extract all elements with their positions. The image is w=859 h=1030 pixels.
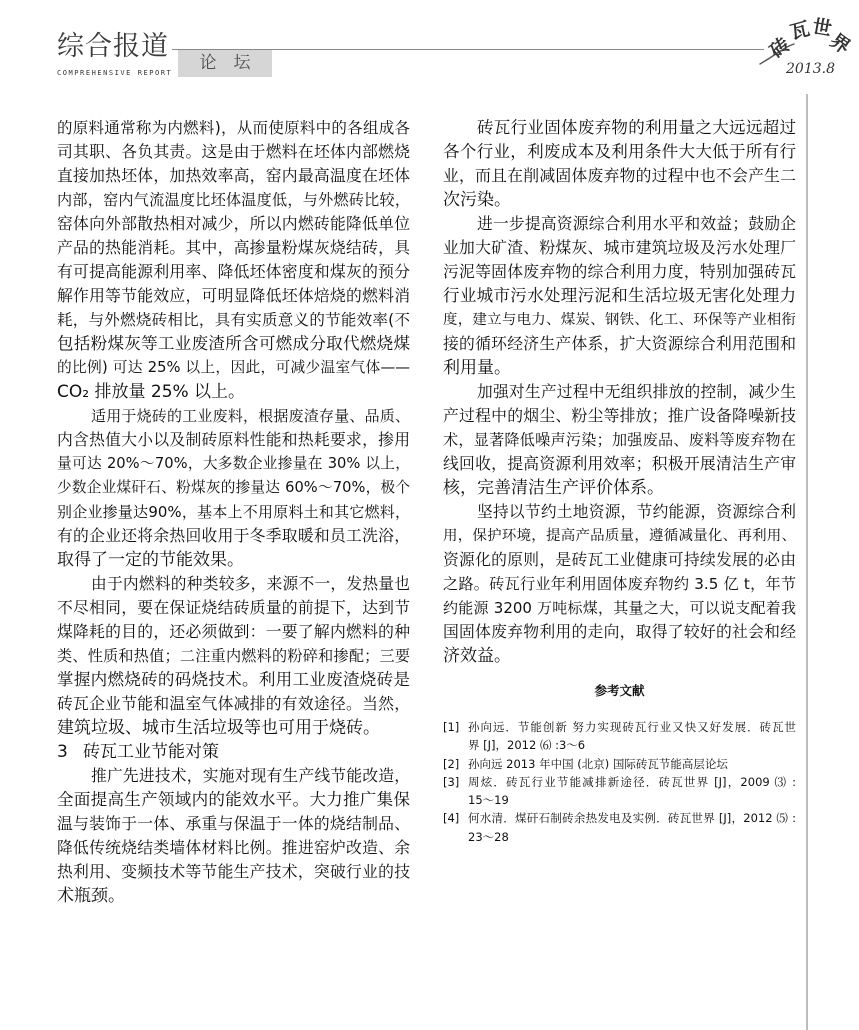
- text-line: 行业城市污水处理污泥和生活垃圾无害化处理力: [443, 286, 796, 305]
- text-line: 掌握内燃烧砖的码烧技术。利用工业废渣烧砖是: [57, 670, 410, 689]
- text-line: CO₂ 排放量 25% 以上。: [57, 382, 246, 402]
- reference-text: [468, 755, 796, 773]
- references-list: [443, 718, 796, 846]
- text-line: 耗，与外燃烧砖相比，具有实质意义的节能效率(不: [57, 311, 410, 329]
- text-line: 直接加热坯体，加热效率高，窑内最高温度在坯体: [57, 166, 410, 185]
- text-line: 热利用、变频技术等节能生产技术，突破行业的技: [57, 862, 410, 881]
- reference-line: 孙向远．节能创新 努力实现砖瓦行业又快又好发展．砖瓦世: [468, 720, 796, 734]
- text-line: 的比例) 可达 25% 以上，因此，可减少温室气体——: [57, 359, 410, 376]
- paragraph: [443, 500, 796, 668]
- text-line: 污泥等固体废弃物的综合利用力度，特别加强砖瓦: [443, 262, 796, 281]
- reference-item: [443, 755, 796, 773]
- text-line: 司其职、各负其责。这是由于燃料在坯体内部燃烧: [57, 142, 410, 161]
- text-line: 线回收，提高资源利用效率；积极开展清洁生产审: [443, 454, 796, 473]
- paragraph: [57, 572, 410, 740]
- text-line: 量可达 20%～70%，大多数企业掺量在 30% 以上，: [57, 455, 410, 472]
- text-line: 由于内燃料的种类较多，来源不一，发热量也: [91, 574, 410, 593]
- magazine-logo-char: 世: [810, 15, 834, 41]
- text-line: 加强对生产过程中无组织排放的控制，减少生: [477, 382, 796, 401]
- text-line: 包括粉煤灰等工业废渣所含可燃成分取代燃烧煤: [57, 334, 410, 353]
- section-heading: [57, 740, 410, 764]
- text-line: 各个行业，利废成本及利用条件大大低于所有行: [443, 142, 796, 161]
- reference-line: 何水清．煤矸石制砖余热发电及实例．砖瓦世界 [J]，2012 ⑸ :: [468, 811, 796, 826]
- text-line: 进一步提高资源综合利用水平和效益；鼓励企: [477, 214, 796, 233]
- text-line: 产品的热能消耗。其中，高掺量粉煤灰烧结砖，具: [57, 238, 410, 257]
- text-line: 之路。砖瓦行业年利用固体废弃物约 3.5 亿 t，年节: [443, 575, 796, 593]
- magazine-logo-char: 瓦: [787, 17, 813, 45]
- text-line: 少数企业煤矸石、粉煤灰的掺量达 60%～70%，极个: [57, 479, 410, 496]
- references-heading: 参考文献: [594, 683, 645, 698]
- text-line: 接的循环经济生产体系，扩大资源综合利用范围和: [443, 334, 796, 353]
- text-line: 降低传统烧结类墙体材料比例。推进窑炉改造、余: [57, 838, 410, 857]
- text-line: 利用量。: [443, 358, 511, 378]
- section-number: 3: [57, 742, 68, 762]
- text-line: 的原料通常称为内燃料)，从而使原料中的各组成各: [57, 119, 410, 137]
- text-line: 核，完善清洁生产评价体系。: [443, 478, 664, 498]
- text-line: 内含热值大小以及制砖原料性能和热耗要求，掺用: [57, 430, 410, 449]
- text-line: 全面提高生产领域内的能效水平。大力推广集保: [57, 790, 410, 809]
- text-line: 资源化的原则，是砖瓦工业健康可持续发展的必由: [443, 550, 796, 569]
- reference-line: 孙向远 2013 年中国 (北京) 国际砖瓦节能高层论坛: [468, 756, 728, 771]
- text-line: 推广先进技术，实施对现有生产线节能改造，: [91, 766, 410, 785]
- text-line: 解作用等节能效应，可明显降低坯体焙烧的燃料消: [57, 286, 410, 305]
- magazine-logo-char: 界: [825, 29, 855, 59]
- reference-line: 周炫．砖瓦行业节能减排新途径．砖瓦世界 [J]，2009 ⑶ :: [468, 774, 796, 789]
- reference-item: [443, 809, 796, 846]
- paragraph: [443, 212, 796, 380]
- text-line: 用，保护环境，提高产品质量，遵循减量化、再利用、: [443, 528, 796, 544]
- text-line: 约能源 3200 万吨标煤，其量之大，可以说支配着我: [443, 599, 796, 617]
- text-line: 济效益。: [443, 646, 511, 666]
- paragraph: [57, 116, 410, 404]
- column-tag: 论 坛: [178, 50, 272, 77]
- paragraph: [57, 764, 410, 908]
- text-line: 次污染。: [443, 190, 511, 210]
- text-line: 产过程中的烟尘、粉尘等排放；推广设备降噪新技: [443, 406, 796, 425]
- text-line: 业加大矿渣、粉煤灰、城市建筑垃圾及污水处理厂: [443, 238, 796, 257]
- text-line: 砖瓦企业节能和温室气体减排的有效途径。当然，: [57, 694, 410, 713]
- reference-number: [2]: [443, 756, 460, 771]
- paragraph: [443, 380, 796, 500]
- paragraph: [57, 404, 410, 572]
- text-line: 有可提高能源利用率、降低坯体密度和煤灰的预分: [57, 262, 410, 281]
- text-line: 适用于烧砖的工业废料，根据废渣存量、品质、: [91, 407, 410, 425]
- text-line: 业，而且在削减固体废弃物的过程中也不会产生二: [443, 166, 796, 185]
- section-heading-title: 砖瓦工业节能对策: [83, 742, 219, 762]
- text-line: 国固体废弃物利用的走向，取得了较好的社会和经: [443, 622, 796, 641]
- text-line: 取得了一定的节能效果。: [57, 550, 244, 570]
- text-line: 窑体向外部散热相对减少，所以内燃砖能降低单位: [57, 214, 410, 233]
- text-line: 不尽相同，要在保证烧结砖质量的前提下，达到节: [57, 598, 410, 617]
- section-subtitle: COMPREHENSIVE REPORT: [57, 69, 173, 77]
- text-line: 内部，窑内气流温度比坯体温度低，与外燃砖比较，: [57, 191, 410, 209]
- page-side-rule: [806, 94, 808, 1030]
- text-line: 术瓶颈。: [57, 886, 125, 906]
- text-line: 有的企业还将余热回收用于冬季取暖和员工洗浴，: [57, 526, 410, 545]
- reference-item: [443, 718, 796, 755]
- issue-number: 2013.8: [786, 61, 835, 77]
- text-line: 砖瓦行业固体废弃物的利用量之大远远超过: [477, 118, 796, 137]
- text-line: 坚持以节约土地资源，节约能源，资源综合利: [477, 502, 796, 521]
- left-column: [57, 116, 410, 908]
- section-title: 综合报道: [57, 31, 169, 62]
- text-line: 建筑垃圾、城市生活垃圾等也可用于烧砖。: [57, 718, 380, 738]
- text-line: 煤降耗的目的，还必须做到：一要了解内燃料的种: [57, 622, 410, 641]
- magazine-logo-char: 砖: [765, 33, 795, 63]
- paragraph: [443, 116, 796, 212]
- reference-text: [468, 718, 796, 755]
- reference-item: [443, 773, 796, 810]
- reference-line: 15～19: [468, 793, 509, 808]
- reference-text: [468, 809, 796, 846]
- reference-number: [3]: [443, 774, 460, 789]
- text-line: 术，显著降低噪声污染；加强废品、废料等废弃物在: [443, 431, 796, 449]
- text-line: 度，建立与电力、煤炭、钢铁、化工、环保等产业相衔: [443, 312, 796, 328]
- reference-number: [4]: [443, 811, 460, 826]
- text-line: 温与装饰于一体、承重与保温于一体的烧结制品、: [57, 814, 410, 833]
- reference-text: [468, 773, 796, 810]
- reference-number: [1]: [443, 720, 460, 734]
- text-line: 类、性质和热值；二注重内燃料的粉碎和掺配；三要: [57, 647, 410, 665]
- right-column: [443, 116, 796, 846]
- reference-line: 界 [J]，2012 ⑹ :3～6: [468, 738, 586, 753]
- reference-line: 23～28: [468, 829, 509, 844]
- text-line: 别企业掺量达90%，基本上不用原料土和其它燃料，: [57, 503, 410, 521]
